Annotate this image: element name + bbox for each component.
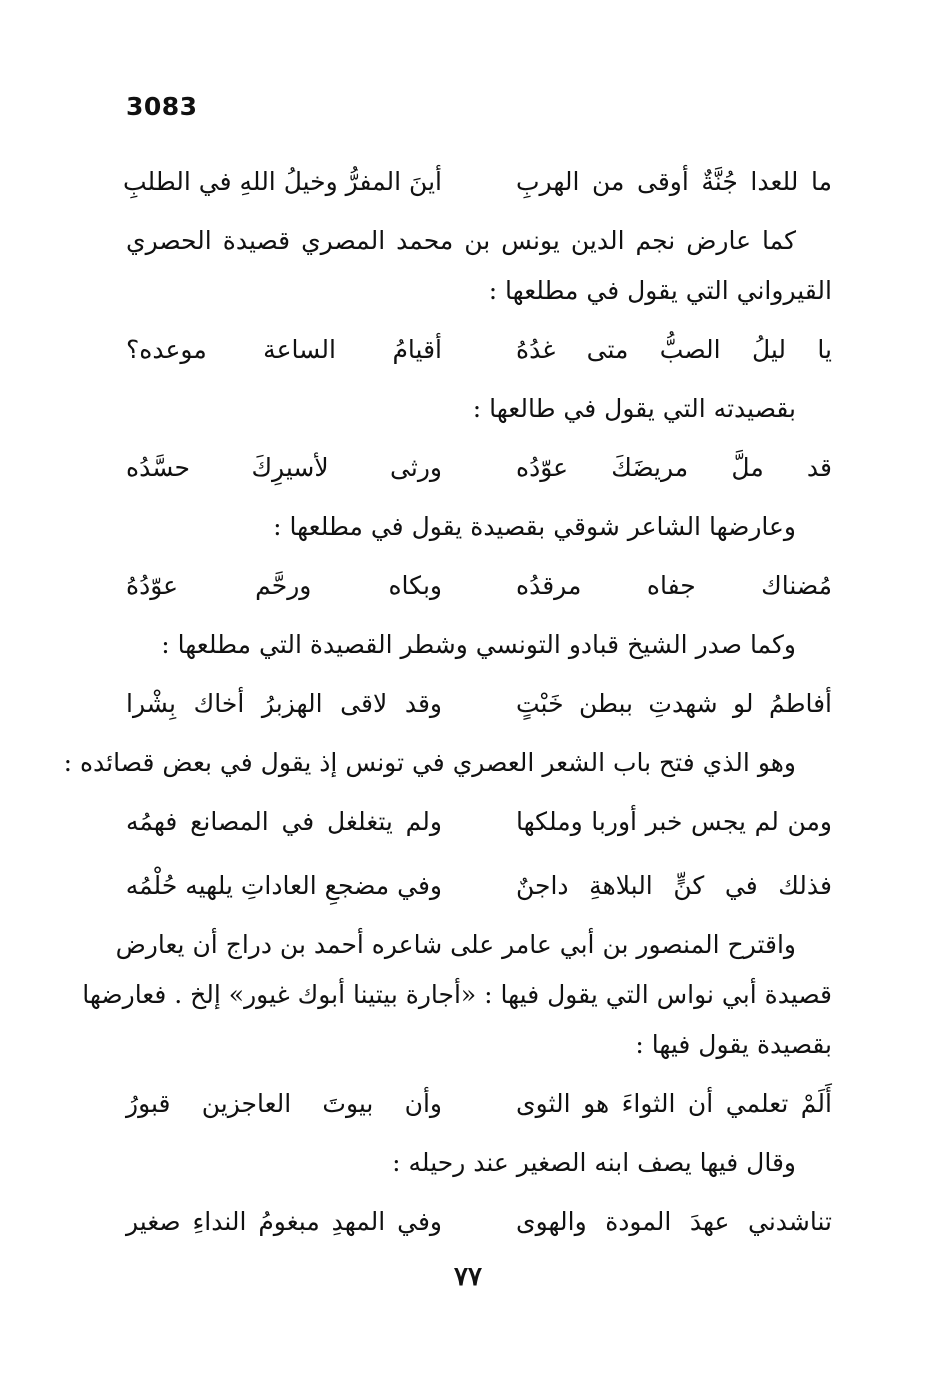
verse-hemistich-first: قد ملَّ مريضَكَ عوّدُه — [516, 453, 832, 482]
verse-hemistich-first: تناشدني عهدَ المودة والهوى — [516, 1207, 832, 1236]
verse-hemistich-first: ما للعدا جُنَّةٌ أوقى من الهربِ — [516, 167, 832, 196]
verse-hemistich-second: ورثى لأسيرِكَ حسَّدُه — [126, 453, 442, 482]
verse-line — [126, 856, 832, 916]
prose-line: القيرواني التي يقول في مطلعها : — [488, 276, 832, 305]
prose-line: كما عارض نجم الدين يونس بن محمد المصري قصيدة الحصري — [126, 226, 796, 255]
verse-hemistich-second: وأن بيوتَ العاجزين قبورُ — [126, 1089, 442, 1118]
verse-hemistich-first: ومن لم يجس خبر أوربا وملكها — [516, 807, 832, 836]
verse-hemistich-first: أَلَمْ تعلمي أن الثواءَ هو الثوى — [516, 1089, 832, 1118]
page-number: ٧٧ — [454, 1262, 482, 1292]
verse-hemistich-first: مُضناك جفاه مرقدُه — [516, 571, 832, 600]
prose-line: وقال فيها يصف ابنه الصغير عند رحيله : — [392, 1148, 796, 1177]
verse-hemistich-second: ولم يتغلغل في المصانع فهمُه — [126, 807, 442, 836]
verse-line — [126, 792, 832, 852]
verse-hemistich-first: فذلك في كنٍّ البلاهةِ داجنٌ — [516, 871, 832, 900]
verse-line — [126, 674, 832, 734]
verse-hemistich-second: أقيامُ الساعة موعده؟ — [126, 335, 442, 364]
prose-line: وكما صدر الشيخ قبادو التونسي وشطر القصيدة التي مطلعها : — [161, 630, 796, 659]
verse-hemistich-second: وفي المهدِ مبغومُ النداءِ صغير — [126, 1207, 442, 1236]
page-body — [63, 148, 832, 1256]
verse-hemistich-second: وقد لاقى الهزبرُ أخاك بِشْرا — [126, 689, 442, 718]
verse-hemistich-second: وفي مضجعِ العاداتِ يلهيه حُلْمُه — [125, 871, 442, 900]
prose-line: وعارضها الشاعر شوقي بقصيدة يقول في مطلعها : — [273, 512, 796, 541]
prose-line: وهو الذي فتح باب الشعر العصري في تونس إذ يقول في بعض قصائده : — [63, 748, 796, 777]
verse-line — [126, 438, 832, 498]
verse-hemistich-first: أفاطمُ لو شهدتِ ببطن خَبْتٍ — [516, 689, 832, 718]
verse-line — [122, 152, 832, 212]
verse-hemistich-second: أينَ المفرُّ وخيلُ اللهِ في الطلبِ — [122, 167, 442, 196]
prose-line: قصيدة أبي نواس التي يقول فيها : «أجارة بيتينا أبوك غيور» إلخ . فعارضها — [82, 980, 832, 1009]
scan-id: 3083 — [126, 92, 198, 121]
verse-hemistich-first: يا ليلُ الصبُّ متى غدُهُ — [516, 335, 832, 364]
prose-line: بقصيدته التي يقول في طالعها : — [472, 394, 796, 423]
verse-hemistich-second: وبكاه ورحَّم عوّدُهُ — [126, 571, 442, 600]
verse-line — [126, 320, 832, 380]
prose-line: بقصيدة يقول فيها : — [635, 1030, 832, 1059]
verse-line — [126, 1192, 832, 1252]
prose-line: واقترح المنصور بن أبي عامر على شاعره أحمد بن دراج أن يعارض — [115, 930, 796, 959]
verse-line — [126, 556, 832, 616]
verse-line — [126, 1074, 832, 1134]
